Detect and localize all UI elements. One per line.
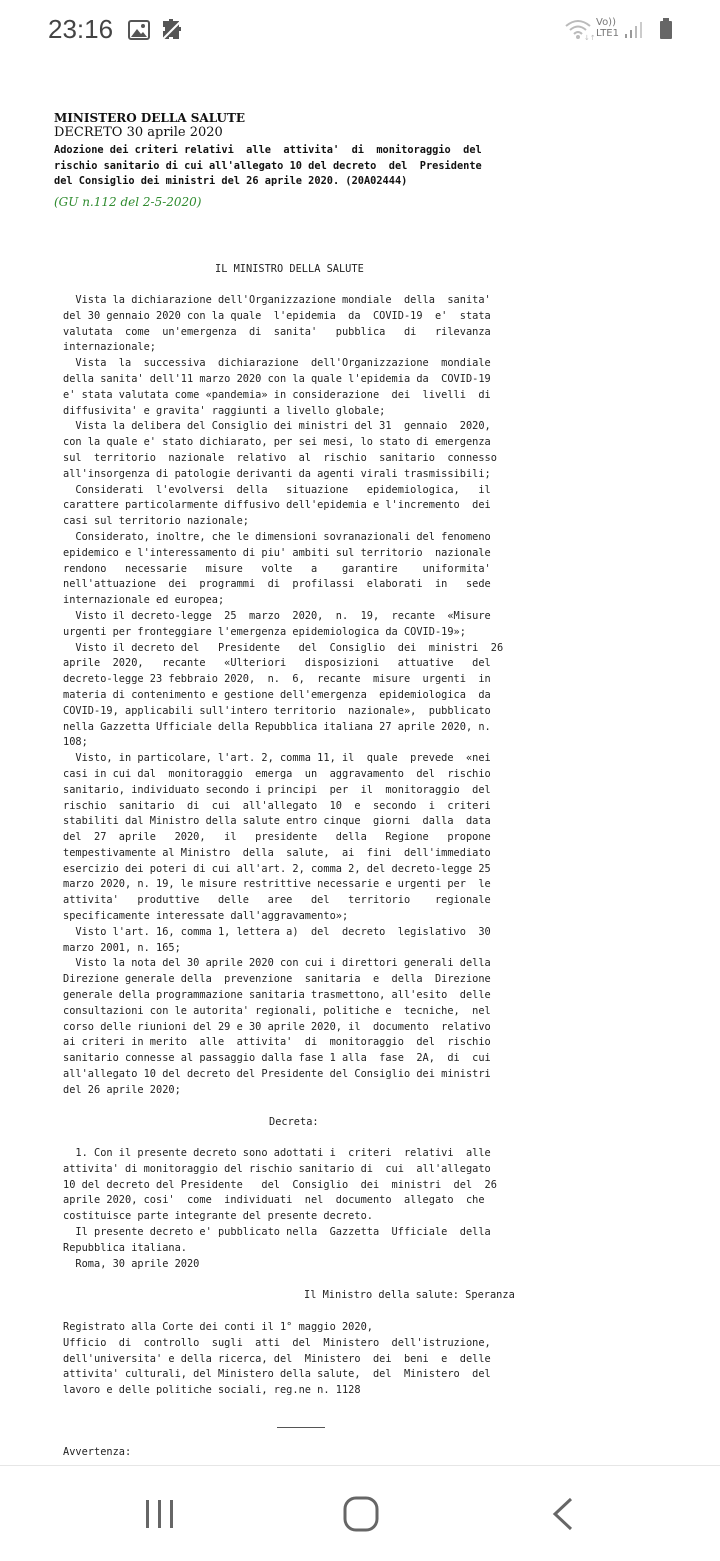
text-line: internazionale ed europea; <box>63 594 225 607</box>
text-line: con la quale e' stato dichiarato, per sei mesi, lo stato di emergenza <box>63 436 491 449</box>
text-line: sul territorio nazionale relativo al rischio sanitario connesso <box>63 451 497 464</box>
text-line: Repubblica italiana. <box>63 1241 187 1254</box>
text-line: sanitario connesse al passaggio dalla fase 1 alla fase 2A, di cui <box>63 1052 491 1065</box>
text-line: all'insorgenza di patologie derivanti da agenti virali trasmissibili; <box>63 467 491 480</box>
gazzetta-reference[interactable]: (GU n.112 del 2-5-2020) <box>54 195 202 210</box>
text-line: 108; <box>63 736 88 749</box>
text-line: dell'universita' e della ricerca, del Ministero dei beni e delle <box>63 1352 491 1365</box>
text-line: marzo 2020, n. 19, le misure restrittive necessarie e urgenti per le <box>63 878 491 891</box>
text-line: tempestivamente al Ministro della salute, ai fini dell'immediato <box>63 846 491 859</box>
text-line: casi in cui dal monitoraggio emerga un aggravamento del rischio <box>63 767 491 780</box>
recent-apps-icon <box>143 1498 177 1530</box>
text-line: Considerati l'evolversi della situazione epidemiologica, il <box>63 483 491 496</box>
text-line: Vista la dichiarazione dell'Organizzazione mondiale della sanita' <box>63 294 491 306</box>
title-line: del Consiglio dei ministri del 26 aprile 2020. (20A02444) <box>54 175 408 188</box>
volte-label: Vo)) <box>596 17 616 28</box>
text-line: Visto l'art. 16, comma 1, lettera a) del decreto legislativo 30 <box>63 925 491 938</box>
text-line: epidemico e l'interessamento di piu' ambiti sul territorio nazionale <box>63 546 491 559</box>
text-line: Considerato, inoltre, che le dimensioni sovranazionali del fenomeno <box>63 530 491 543</box>
text-line: casi sul territorio nazionale; <box>63 515 249 528</box>
recent-apps-button[interactable] <box>143 1498 177 1534</box>
text-line: marzo 2001, n. 165; <box>63 941 181 954</box>
text-line: corso delle riunioni del 29 e 30 aprile 2020, il documento relativo <box>63 1020 491 1033</box>
text-line: e' stata valutata come «pandemia» in considerazione dei livelli di <box>63 388 491 401</box>
text-line: Visto il decreto del Presidente del Consiglio dei ministri 26 <box>63 641 504 654</box>
decreta-heading: Decreta: <box>269 1116 319 1128</box>
image-icon <box>128 20 150 44</box>
text-line: del 30 gennaio 2020 con la quale l'epidemia da COVID-19 e' stata <box>63 309 491 322</box>
text-line: materia di contenimento e gestione dell'emergenza epidemiologica da <box>63 688 491 701</box>
minister-signature: Il Ministro della salute: Speranza <box>304 1289 515 1301</box>
text-line: Registrato alla Corte dei conti il 1° maggio 2020, <box>63 1321 373 1333</box>
text-line: carattere particolarmente diffusivo dell'epidemia e l'incremento dei <box>63 499 491 512</box>
text-line: della sanita' dell'11 marzo 2020 con la quale l'epidemia da COVID-19 <box>63 372 491 385</box>
text-line: COVID-19, applicabili sull'intero territorio nazionale», pubblicato <box>63 704 491 717</box>
article-body <box>63 1146 497 1272</box>
text-line: Roma, 30 aprile 2020 <box>63 1257 200 1270</box>
text-line: nella Gazzetta Ufficiale della Repubblica italiana 27 aprile 2020, n. <box>63 720 491 733</box>
text-line: Ufficio di controllo sugli atti del Ministero dell'istruzione, <box>63 1336 491 1349</box>
text-line: Vista la successiva dichiarazione dell'Organizzazione mondiale <box>63 357 491 370</box>
text-line: valutata come un'emergenza di sanita' pubblica di rilevanza <box>63 325 491 338</box>
text-line: attivita' produttive delle aree del territorio regionale <box>63 894 491 907</box>
battery-icon <box>659 18 673 44</box>
warning-label: Avvertenza: <box>63 1446 132 1458</box>
title-line: Adozione dei criteri relativi alle attivita' di monitoraggio del <box>54 144 482 156</box>
puzzle-icon <box>159 17 185 47</box>
text-line: diffusivita' e gravita' raggiunti a livello globale; <box>63 404 386 417</box>
text-line: nell'attuazione dei programmi di profilassi elaborati in sede <box>63 578 491 591</box>
decree-title <box>54 143 524 190</box>
text-line: internazionale; <box>63 341 156 354</box>
back-button[interactable] <box>551 1496 575 1536</box>
decree-date: DECRETO 30 aprile 2020 <box>54 125 223 140</box>
volte-icon <box>596 17 619 39</box>
text-line: all'allegato 10 del decreto del Presidente del Consiglio dei ministri <box>63 1068 491 1081</box>
text-line: specificamente interessate dall'aggravamento»; <box>63 910 349 923</box>
document-header <box>54 111 524 210</box>
text-line: Visto, in particolare, l'art. 2, comma 11, il quale prevede «nei <box>63 752 491 765</box>
registration-note <box>63 1320 491 1399</box>
section-divider <box>277 1427 325 1428</box>
text-line: aprile 2020, cosi' come individuati nel documento allegato che <box>63 1194 485 1207</box>
home-button[interactable] <box>343 1496 379 1536</box>
text-line: attivita' di monitoraggio del rischio sanitario di cui all'allegato <box>63 1162 491 1175</box>
text-line: stabiliti dal Ministro della salute entro cinque giorni dalla data <box>63 815 491 828</box>
text-line: attivita' culturali, del Ministero della salute, del Ministero del <box>63 1368 491 1381</box>
text-line: del 27 aprile 2020, il presidente della Regione propone <box>63 831 491 844</box>
text-line: del 26 aprile 2020; <box>63 1083 181 1096</box>
text-line: generale della programmazione sanitaria trasmettono, all'esito delle <box>63 989 491 1002</box>
text-line: costituisce parte integrante del presente decreto. <box>63 1210 373 1223</box>
text-line: aprile 2020, recante «Ulteriori disposizioni attuative del <box>63 657 491 670</box>
text-line: 10 del decreto del Presidente del Consiglio dei ministri del 26 <box>63 1178 497 1191</box>
preamble-body <box>63 293 503 1099</box>
text-line: Vista la delibera del Consiglio dei ministri del 31 gennaio 2020, <box>63 420 491 433</box>
ministry-name: MINISTERO DELLA SALUTE <box>54 111 246 125</box>
text-line: rischio sanitario di cui all'allegato 10 e secondo i criteri <box>63 799 491 812</box>
text-line: decreto-legge 23 febbraio 2020, n. 6, recante misure urgenti in <box>63 673 491 686</box>
navigation-bar <box>0 1465 720 1561</box>
text-line: consultazioni con le autorita' regionali, politiche e tecniche, nel <box>63 1004 491 1017</box>
lte-label: LTE1 <box>596 28 619 39</box>
text-line: urgenti per fronteggiare l'emergenza epidemiologica da COVID-19»; <box>63 625 466 638</box>
back-icon <box>551 1496 575 1532</box>
text-line: rendono necessarie misure volte a garantire uniformita' <box>63 562 491 575</box>
svg-text:↓↑: ↓↑ <box>584 34 596 42</box>
clock: 23:16 <box>48 14 114 44</box>
text-line: Direzione generale della prevenzione sanitaria e della Direzione <box>63 973 491 986</box>
text-line: Il presente decreto e' pubblicato nella Gazzetta Ufficiale della <box>63 1225 491 1238</box>
document-heading: IL MINISTRO DELLA SALUTE <box>215 263 364 275</box>
status-bar <box>0 0 720 60</box>
text-line: lavoro e delle politiche sociali, reg.ne n. 1128 <box>63 1384 361 1397</box>
text-line: 1. Con il presente decreto sono adottati i criteri relativi alle <box>63 1147 491 1159</box>
title-line: rischio sanitario di cui all'allegato 10 del decreto del Presidente <box>54 159 482 172</box>
wifi-icon <box>564 18 596 44</box>
text-line: Visto il decreto-legge 25 marzo 2020, n. 19, recante «Misure <box>63 609 491 622</box>
text-line: sanitario, individuato secondo i principi per il monitoraggio del <box>63 783 491 796</box>
text-line: Visto la nota del 30 aprile 2020 con cui i direttori generali della <box>63 957 491 970</box>
text-line: esercizio dei poteri di cui all'art. 2, comma 2, del decreto-legge 25 <box>63 862 491 875</box>
home-icon <box>343 1496 379 1532</box>
text-line: ai criteri in merito alle attivita' di monitoraggio del rischio <box>63 1036 491 1049</box>
signal-icon <box>624 20 646 44</box>
